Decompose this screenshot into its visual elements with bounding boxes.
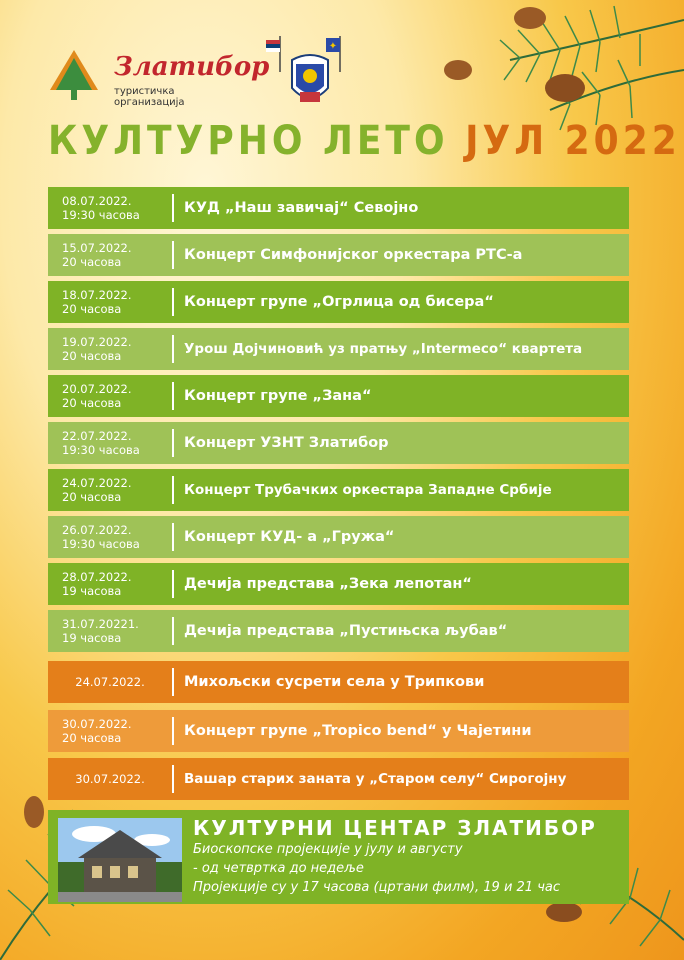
event-date: 30.07.2022. bbox=[75, 772, 145, 786]
event-title: Концерт Симфонијског оркестара РТС-а bbox=[184, 247, 523, 263]
event-date: 19.07.2022. 20 часова bbox=[62, 335, 132, 363]
event-row bbox=[48, 710, 629, 752]
culture-center-line: Пројекције су у 17 часова (цртани филм), 19 и 21 час bbox=[193, 880, 560, 895]
event-title: Концерт групе „Зана“ bbox=[184, 388, 372, 404]
culture-center-line: - од четвртка до недеље bbox=[193, 861, 364, 876]
event-title: Концерт групе „Tropico bend“ у Чајетини bbox=[184, 723, 532, 739]
event-date: 18.07.2022. 20 часова bbox=[62, 288, 132, 316]
event-date: 24.07.2022. bbox=[75, 675, 145, 689]
event-row bbox=[48, 661, 629, 703]
culture-center-line: Биоскопске пројекције у јулу и августу bbox=[193, 842, 463, 857]
event-title: Урош Дојчиновић уз пратњу „Intermeco“ квартета bbox=[184, 341, 583, 357]
event-date: 20.07.2022. 20 часова bbox=[62, 382, 132, 410]
event-date: 08.07.2022. 19:30 часова bbox=[62, 194, 140, 222]
logo-subtitle: туристичка организација bbox=[114, 86, 185, 108]
event-title: КУД „Наш завичај“ Севојно bbox=[184, 200, 419, 216]
event-row bbox=[48, 234, 629, 276]
tree-logo-icon bbox=[44, 48, 104, 104]
event-row bbox=[48, 758, 629, 800]
event-date: 24.07.2022. 20 часова bbox=[62, 476, 132, 504]
culture-center-building-image bbox=[58, 818, 182, 902]
event-date: 30.07.2022. 20 часова bbox=[62, 717, 132, 745]
municipal-coat-of-arms-icon bbox=[262, 32, 358, 114]
event-title: Дечија представа „Зека лепотан“ bbox=[184, 576, 472, 592]
event-row bbox=[48, 328, 629, 370]
event-date: 26.07.2022. 19:30 часова bbox=[62, 523, 140, 551]
event-row bbox=[48, 187, 629, 229]
event-row bbox=[48, 469, 629, 511]
event-row bbox=[48, 281, 629, 323]
event-row bbox=[48, 375, 629, 417]
event-date: 15.07.2022. 20 часова bbox=[62, 241, 132, 269]
page-title bbox=[48, 118, 681, 164]
event-title: Михољски сусрети села у Трипкови bbox=[184, 674, 485, 690]
event-date: 28.07.2022. 19 часова bbox=[62, 570, 132, 598]
event-title: Вашар старих заната у „Старом селу“ Сирогојну bbox=[184, 771, 567, 787]
tourist-organization-logo bbox=[44, 48, 270, 108]
event-date: 22.07.2022. 19:30 часова bbox=[62, 429, 140, 457]
svg-text:✦: ✦ bbox=[328, 41, 338, 52]
culture-center-title: КУЛТУРНИ ЦЕНТАР ЗЛАТИБОР bbox=[193, 816, 597, 840]
event-title: Концерт УЗНТ Златибор bbox=[184, 435, 389, 451]
event-date: 31.07.20221. 19 часова bbox=[62, 617, 139, 645]
event-row bbox=[48, 563, 629, 605]
event-title: Концерт КУД- а „Гружа“ bbox=[184, 529, 395, 545]
title-part-1: КУЛТУРНО ЛЕТО bbox=[48, 118, 449, 164]
event-row bbox=[48, 610, 629, 652]
event-title: Дечија представа „Пустињска љубав“ bbox=[184, 623, 508, 639]
culture-center-panel bbox=[48, 810, 629, 904]
event-row bbox=[48, 422, 629, 464]
event-title: Концерт групе „Огрлица од бисера“ bbox=[184, 294, 494, 310]
event-title: Концерт Трубачких оркестара Западне Србије bbox=[184, 482, 552, 498]
title-part-2: ЈУЛ 2022 bbox=[465, 118, 681, 164]
logo-name: Златибор bbox=[114, 52, 270, 82]
event-row bbox=[48, 516, 629, 558]
